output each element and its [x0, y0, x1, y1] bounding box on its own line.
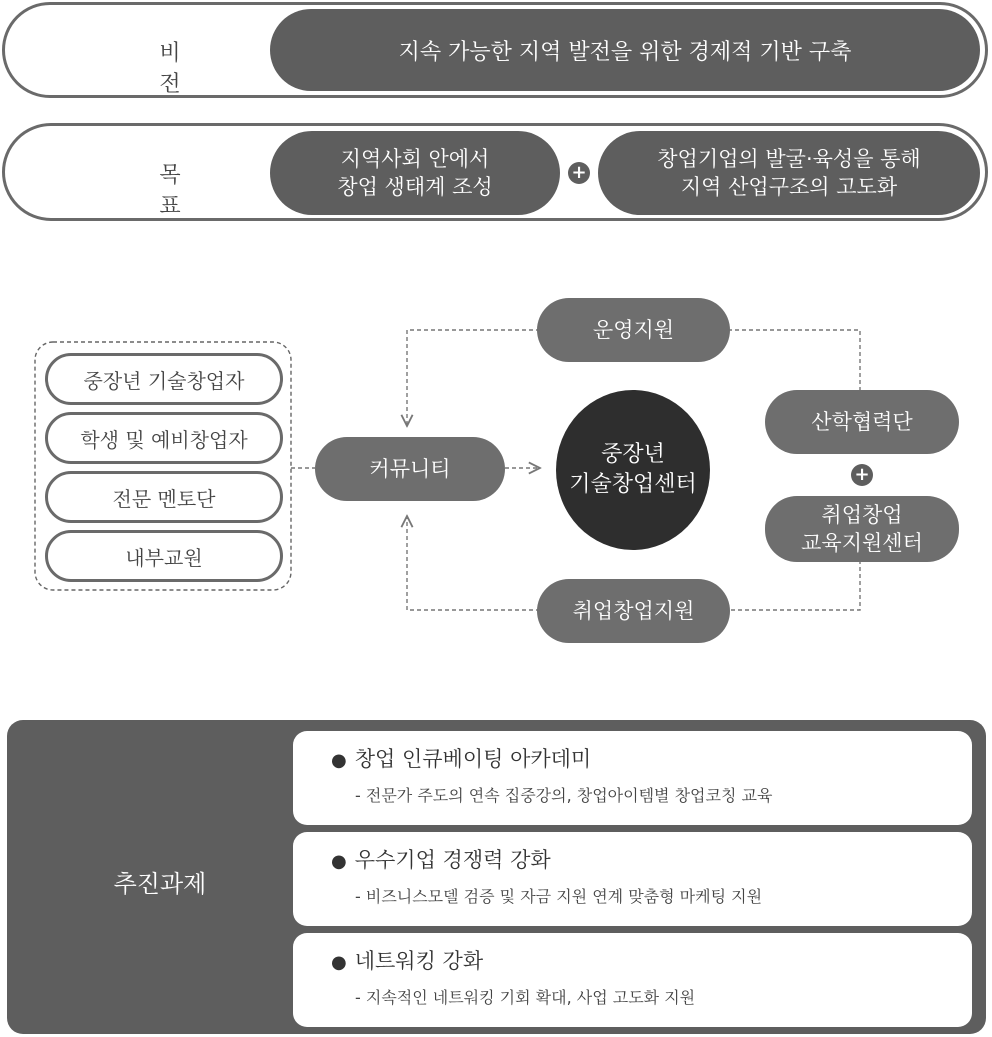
task-title: 창업 인큐베이팅 아카데미	[354, 747, 592, 771]
task-item-3	[293, 933, 972, 1027]
goal-item-2-line-1: 창업기업의 발굴·육성을 통해	[657, 147, 921, 171]
employment-startup-support-node: 취업창업지원	[537, 579, 730, 643]
vision-label: 비전	[159, 41, 229, 97]
participant-item: 중장년 기술창업자	[45, 353, 283, 405]
center-line-2: 기술창업센터	[569, 472, 697, 497]
participant-item: 전문 멘토단	[45, 471, 283, 523]
industry-academia-node: 산학협력단	[765, 390, 959, 454]
operation-support-node: 운영지원	[537, 298, 730, 362]
task-desc: - 비즈니스모델 검증 및 자금 지원 연계 맞춤형 마케팅 지원	[355, 887, 763, 906]
center-node	[556, 390, 710, 550]
employment-education-center-node	[765, 496, 959, 562]
task-desc: - 전문가 주도의 연속 집중강의, 창업아이템별 창업코칭 교육	[355, 786, 773, 805]
partner2-line-2: 교육지원센터	[801, 531, 923, 555]
tasks-label: 추진과제	[113, 870, 207, 898]
top-loop-right	[728, 330, 860, 390]
participant-item: 학생 및 예비창업자	[45, 412, 283, 464]
task-title: 네트워킹 강화	[354, 949, 484, 973]
task-title: 우수기업 경쟁력 강화	[354, 848, 551, 872]
goal-item-2-line-2: 지역 산업구조의 고도화	[680, 175, 898, 199]
bullet-icon: ●	[331, 851, 347, 872]
goal-item-1-line-2: 창업 생태계 조성	[337, 175, 493, 199]
bottom-loop-left	[407, 516, 540, 610]
vision-text: 지속 가능한 지역 발전을 위한 경제적 기반 구축	[398, 39, 852, 65]
partner-plus-icon: +	[851, 464, 873, 486]
task-desc: - 지속적인 네트워킹 기회 확대, 사업 고도화 지원	[355, 988, 696, 1007]
bullet-icon: ●	[331, 952, 347, 973]
bullet-icon: ●	[331, 750, 347, 771]
participant-item: 내부교원	[45, 530, 283, 582]
goal-item-1-line-1: 지역사회 안에서	[340, 147, 490, 171]
goal-label: 목표	[159, 163, 229, 219]
task-item-2	[293, 832, 972, 926]
goal-plus-icon: +	[568, 162, 590, 184]
task-item-1	[293, 731, 972, 825]
community-node: 커뮤니티	[315, 437, 505, 501]
center-line-1: 중장년	[601, 442, 665, 467]
bottom-loop-right	[728, 560, 860, 610]
partner2-line-1: 취업창업	[821, 503, 903, 527]
top-loop-left	[407, 330, 540, 426]
